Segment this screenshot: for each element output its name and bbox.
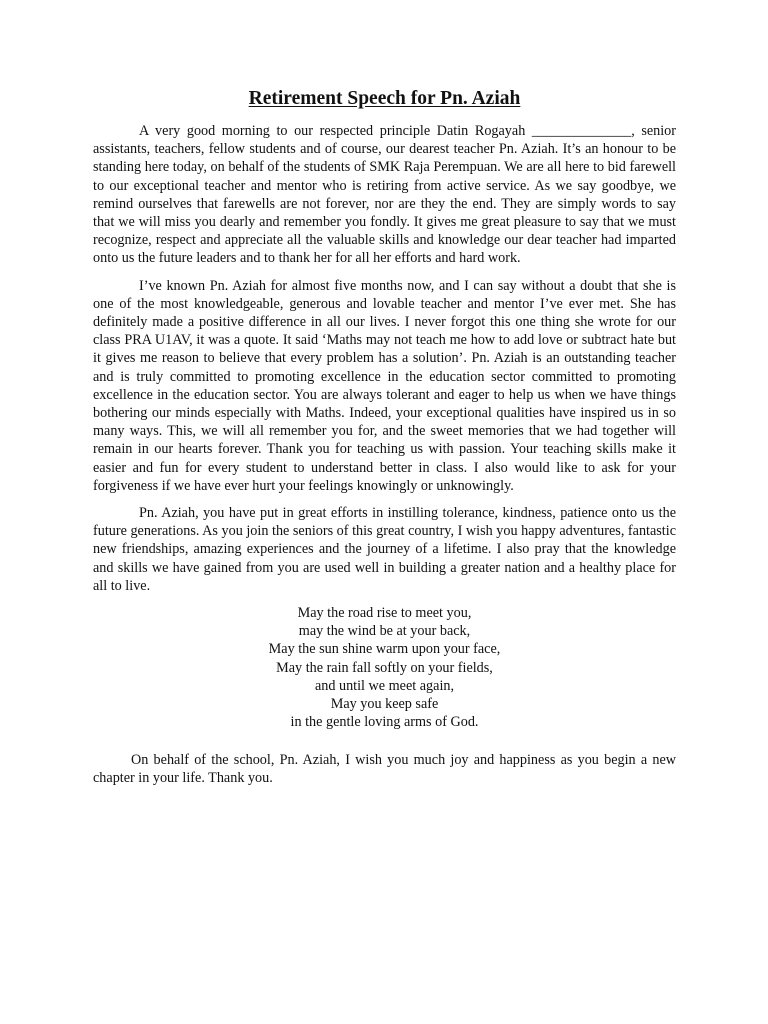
paragraph-tribute: I’ve known Pn. Aziah for almost five months now, and I can say without a doubt that she is one of the most knowledgeable, generous and lovable teacher and mentor I’ve ever met. She has definitely made a positive difference in all our lives. I never forgot this one thing she wrote for our class PRA U1AV, it was a quote. It said ‘Maths may not teach me how to add love or subtract hate but it gives me reason to believe that every problem has a solution’. Pn. Aziah is an outstanding teacher and is truly committed to promoting excellence in the education sector committed to promoting excellence in the education sector. You are always tolerant and eager to help us when we have things bothering our minds especially with Maths. Indeed, your exceptional qualities have inspired us in so many ways. This, we will all remember you for, and the sweet memories that we had together will remain in our hearts forever. Thank you for teaching us with passion. Your teaching skills make it easier and fun for every student to understand better in class. I also would like to ask for your forgiveness if we have ever hurt your feelings knowingly or unknowingly. [93,277,676,494]
poem-line: and until we meet again, [314,677,455,694]
document-title: Retirement Speech for Pn. Aziah [248,88,521,109]
poem-line: may the wind be at your back, [298,623,471,640]
paragraph-greeting: A very good morning to our respected principle Datin Rogayah ______________, senior assistants, teachers, fellow students and of course, our dearest teacher Pn. Aziah. It’s an honour to be standing here today, on behalf of the students of SMK Raja Perempuan. We are all here to bid farewell to our exceptional teacher and mentor who is retiring from active service. As we say goodbye, we remind ourselves that farewells are not forever, nor are they the end. They are simply words to say that we will miss you dearly and remember you fondly. It gives me great pleasure to say that we must recognize, respect and appreciate all the valuable skills and knowledge our dear teacher had imparted onto us the future leaders and to thank her for all her efforts and hard work. [93,123,676,267]
poem-line: May the sun shine warm upon your face, [268,641,501,658]
document-page [93,86,676,796]
poem-line: in the gentle loving arms of God. [290,714,479,731]
paragraph-wishes: Pn. Aziah, you have put in great efforts in instilling tolerance, kindness, patience onto us the future generations. As you join the seniors of this great country, I wish you happy adventures, fantastic new friendships, amazing experiences and the journey of a lifetime. I also pray that the knowledge and skills we have gained from you are used well in building a greater nation and a healthy place for all to live. [93,505,676,594]
poem-line: May the rain fall softly on your fields, [276,659,493,676]
paragraph-closing: On behalf of the school, Pn. Aziah, I wish you much joy and happiness as you begin a new chapter in your life. Thank you. [93,751,676,786]
poem-line: May the road rise to meet you, [297,605,472,622]
blessing-poem [93,604,676,731]
poem-line: May you keep safe [330,696,439,713]
